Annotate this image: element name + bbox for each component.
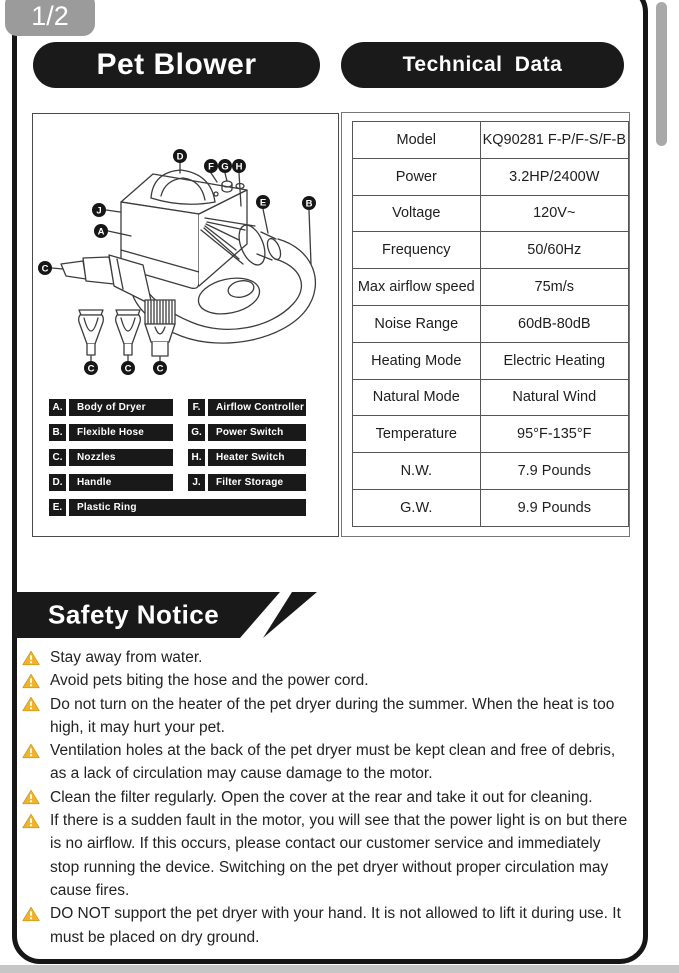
section-title-technical-data: Technical Data xyxy=(402,53,563,76)
svg-text:D: D xyxy=(176,151,184,163)
product-diagram-box xyxy=(32,113,339,537)
table-row xyxy=(353,489,629,526)
table-row xyxy=(353,453,629,490)
list-item xyxy=(20,739,634,786)
technical-data-box xyxy=(341,112,630,537)
table-row xyxy=(353,195,629,232)
svg-text:H: H xyxy=(235,161,243,173)
table-row xyxy=(353,416,629,453)
page-indicator xyxy=(5,0,95,36)
svg-text:C: C xyxy=(124,363,132,375)
svg-text:C: C xyxy=(87,363,95,375)
spec-label: Heating Mode xyxy=(353,342,481,379)
pet-dryer-illustration xyxy=(33,118,338,398)
legend-key: G. xyxy=(188,424,205,441)
legend-label: Airflow Controller xyxy=(208,399,306,416)
warning-icon xyxy=(22,650,40,666)
spec-value: KQ90281 F-P/F-S/F-B xyxy=(480,122,628,159)
legend-key: A. xyxy=(49,399,66,416)
spec-value: 120V~ xyxy=(480,195,628,232)
warning-icon xyxy=(22,906,40,922)
spec-label: Natural Mode xyxy=(353,379,481,416)
table-row xyxy=(353,269,629,306)
list-item xyxy=(20,646,634,669)
callout-g xyxy=(218,159,232,173)
table-row xyxy=(353,232,629,269)
page-bottom-strip xyxy=(0,965,679,973)
spec-label: G.W. xyxy=(353,489,481,526)
spec-value: 3.2HP/2400W xyxy=(480,158,628,195)
table-row xyxy=(353,379,629,416)
legend-label: Plastic Ring xyxy=(69,499,306,516)
safety-notice-title: Safety Notice xyxy=(48,599,220,630)
list-item xyxy=(20,809,634,902)
legend-label: Body of Dryer xyxy=(69,399,173,416)
spec-label: N.W. xyxy=(353,453,481,490)
safety-item-text: Stay away from water. xyxy=(50,649,203,666)
page-title: Pet Blower xyxy=(96,48,257,81)
callout-c-nozzle1 xyxy=(84,361,98,375)
legend-label: Flexible Hose xyxy=(69,424,173,441)
legend-label: Heater Switch xyxy=(208,449,306,466)
spec-label: Frequency xyxy=(353,232,481,269)
spec-label: Model xyxy=(353,122,481,159)
legend-key: F. xyxy=(188,399,205,416)
legend-key: J. xyxy=(188,474,205,491)
spec-label: Power xyxy=(353,158,481,195)
callout-a xyxy=(94,224,108,238)
legend-key: E. xyxy=(49,499,66,516)
legend-label: Nozzles xyxy=(69,449,173,466)
spec-value: Natural Wind xyxy=(480,379,628,416)
spec-label: Temperature xyxy=(353,416,481,453)
callout-d xyxy=(173,149,187,163)
spec-value: 95°F-135°F xyxy=(480,416,628,453)
warning-icon xyxy=(22,743,40,759)
technical-data-table xyxy=(352,121,629,527)
callout-j xyxy=(92,203,106,217)
callout-f xyxy=(204,159,218,173)
spec-label: Max airflow speed xyxy=(353,269,481,306)
spec-value: 50/60Hz xyxy=(480,232,628,269)
table-row xyxy=(353,305,629,342)
spec-value: Electric Heating xyxy=(480,342,628,379)
table-row xyxy=(353,342,629,379)
svg-text:C: C xyxy=(41,263,49,275)
svg-text:E: E xyxy=(259,197,267,209)
callout-h xyxy=(232,159,246,173)
spec-label: Noise Range xyxy=(353,305,481,342)
list-item xyxy=(20,902,634,949)
warning-icon xyxy=(22,789,40,805)
title-banner-pet-blower xyxy=(33,42,320,88)
legend-key: B. xyxy=(49,424,66,441)
list-item xyxy=(20,693,634,740)
svg-text:F: F xyxy=(208,161,214,173)
safety-item-text: If there is a sudden fault in the motor, you will see that the power light is on but there is no airflow. If this occurs, please contact our customer service and immediately stop running the device. Switching on the pet dryer without proper circulation may cause fires. xyxy=(50,812,628,899)
safety-notice-banner xyxy=(14,592,326,638)
svg-text:J: J xyxy=(96,205,102,217)
svg-text:G: G xyxy=(221,161,229,173)
legend-key: D. xyxy=(49,474,66,491)
page-indicator-label: 1/2 xyxy=(31,1,69,31)
legend-label: Filter Storage xyxy=(208,474,306,491)
callout-c-nozzle2 xyxy=(121,361,135,375)
warning-icon xyxy=(22,673,40,689)
list-item xyxy=(20,786,634,809)
legend-label: Handle xyxy=(69,474,173,491)
safety-item-text: Avoid pets biting the hose and the power cord. xyxy=(50,672,369,690)
callout-e xyxy=(256,195,270,209)
safety-item-text: Ventilation holes at the back of the pet dryer must be kept clean and free of debris, as a lack of circulation may cause damage to the motor. xyxy=(50,742,616,783)
legend-label: Power Switch xyxy=(208,424,306,441)
safety-notice-list xyxy=(20,646,634,949)
warning-icon xyxy=(22,696,40,712)
spec-value: 75m/s xyxy=(480,269,628,306)
safety-item-text: DO NOT support the pet dryer with your hand. It is not allowed to lift it during use. It must be placed on dry ground. xyxy=(50,905,621,946)
warning-icon xyxy=(22,813,40,829)
callout-c-hose xyxy=(38,261,52,275)
safety-item-text: Do not turn on the heater of the pet dryer during the summer. When the heat is too high, it may hurt your pet. xyxy=(50,695,615,736)
table-row xyxy=(353,122,629,159)
legend-key: C. xyxy=(49,449,66,466)
spec-value: 60dB-80dB xyxy=(480,305,628,342)
list-item xyxy=(20,669,634,692)
spec-value: 9.9 Pounds xyxy=(480,489,628,526)
callout-c-nozzle3 xyxy=(153,361,167,375)
svg-text:A: A xyxy=(97,226,105,238)
svg-text:B: B xyxy=(305,198,313,210)
legend-key: H. xyxy=(188,449,205,466)
spec-label: Voltage xyxy=(353,195,481,232)
spec-value: 7.9 Pounds xyxy=(480,453,628,490)
table-row xyxy=(353,158,629,195)
scrollbar-thumb[interactable] xyxy=(656,2,667,146)
callout-b xyxy=(302,196,316,210)
safety-item-text: Clean the filter regularly. Open the cover at the rear and take it out for cleaning. xyxy=(50,788,593,806)
svg-text:C: C xyxy=(156,363,164,375)
title-banner-technical-data xyxy=(341,42,624,88)
